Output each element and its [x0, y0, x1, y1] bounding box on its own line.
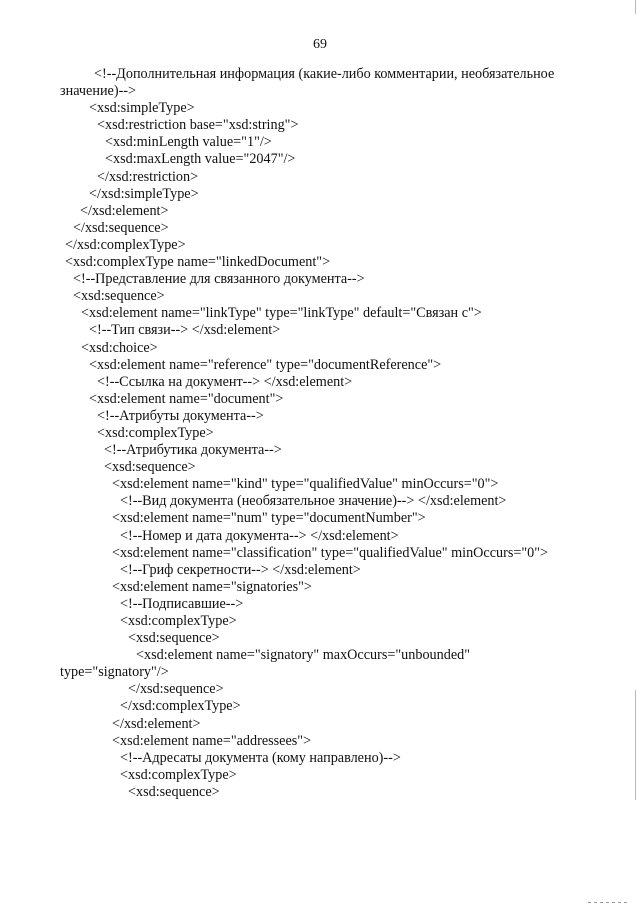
code-line: <xsd:sequence>	[73, 288, 165, 305]
code-line: </xsd:sequence>	[128, 681, 224, 698]
code-line: <!--Гриф секретности--> </xsd:element>	[120, 561, 361, 578]
code-line: <xsd:minLength value="1"/>	[105, 134, 272, 151]
code-line: <xsd:sequence>	[104, 459, 196, 476]
code-line: </xsd:complexType>	[120, 698, 241, 715]
code-line: <!--Подписавшие-->	[120, 595, 244, 612]
code-line: <xsd:choice>	[81, 339, 158, 356]
code-line: <xsd:complexType>	[120, 613, 237, 629]
code-line: <xsd:maxLength value="2047"/>	[105, 151, 296, 168]
code-line: <!--Атрибутика документа-->	[104, 442, 282, 459]
code-line: <xsd:sequence>	[128, 630, 220, 647]
code-line: <xsd:complexType name="linkedDocument">	[65, 254, 331, 271]
code-line: <xsd:element name="classification" type="qualifiedValue" minOccurs="0">	[112, 544, 549, 561]
code-line: <xsd:element name="signatories">	[112, 578, 312, 595]
scan-artifact	[588, 902, 628, 903]
code-line: </xsd:element>	[80, 202, 169, 219]
code-line: <!--Атрибуты документа-->	[97, 407, 264, 424]
code-line: <!--Номер и дата документа--> </xsd:element>	[120, 527, 399, 544]
code-line: <!--Дополнительная информация (какие-либо комментарии, необязательное	[94, 66, 555, 82]
code-line: <xsd:element name="reference" type="documentReference">	[89, 356, 442, 373]
code-line: <!--Тип связи--> </xsd:element>	[89, 322, 281, 339]
code-line: <xsd:simpleType>	[89, 100, 195, 117]
xsd-code-block	[0, 66, 640, 801]
code-line: <!--Представление для связанного документа-->	[73, 271, 365, 288]
code-line: </xsd:complexType>	[65, 236, 186, 253]
code-line: <xsd:restriction base="xsd:string">	[97, 117, 299, 134]
scan-edge-line	[635, 0, 636, 14]
code-line: <xsd:complexType>	[97, 424, 214, 441]
code-line: <xsd:element name="linkType" type="linkType" default="Связан с">	[81, 305, 482, 322]
scan-edge-line	[635, 690, 636, 800]
code-line: <xsd:element name="document">	[89, 390, 284, 407]
code-line: значение)-->	[60, 83, 137, 100]
code-line: <xsd:element name="num" type="documentNumber">	[112, 510, 426, 527]
code-line: </xsd:sequence>	[73, 219, 169, 236]
code-line: <!--Адресаты документа (кому направлено)-->	[120, 749, 401, 766]
code-line: <!--Ссылка на документ--> </xsd:element>	[97, 373, 353, 390]
page-number: 69	[313, 37, 327, 52]
code-line: </xsd:simpleType>	[89, 185, 199, 202]
code-line: <!--Вид документа (необязательное значение)--> </xsd:element>	[120, 493, 507, 510]
code-line: </xsd:element>	[112, 715, 201, 732]
code-line: <xsd:element name="addressees">	[112, 732, 312, 749]
code-line: <xsd:element name="kind" type="qualifiedValue" minOccurs="0">	[112, 476, 499, 493]
code-line: </xsd:restriction>	[97, 168, 199, 185]
code-line: <xsd:sequence>	[128, 783, 220, 800]
code-line: <xsd:complexType>	[120, 766, 237, 783]
code-line: type="signatory"/>	[60, 664, 169, 681]
code-line: <xsd:element name="signatory" maxOccurs="unbounded"	[136, 647, 470, 664]
